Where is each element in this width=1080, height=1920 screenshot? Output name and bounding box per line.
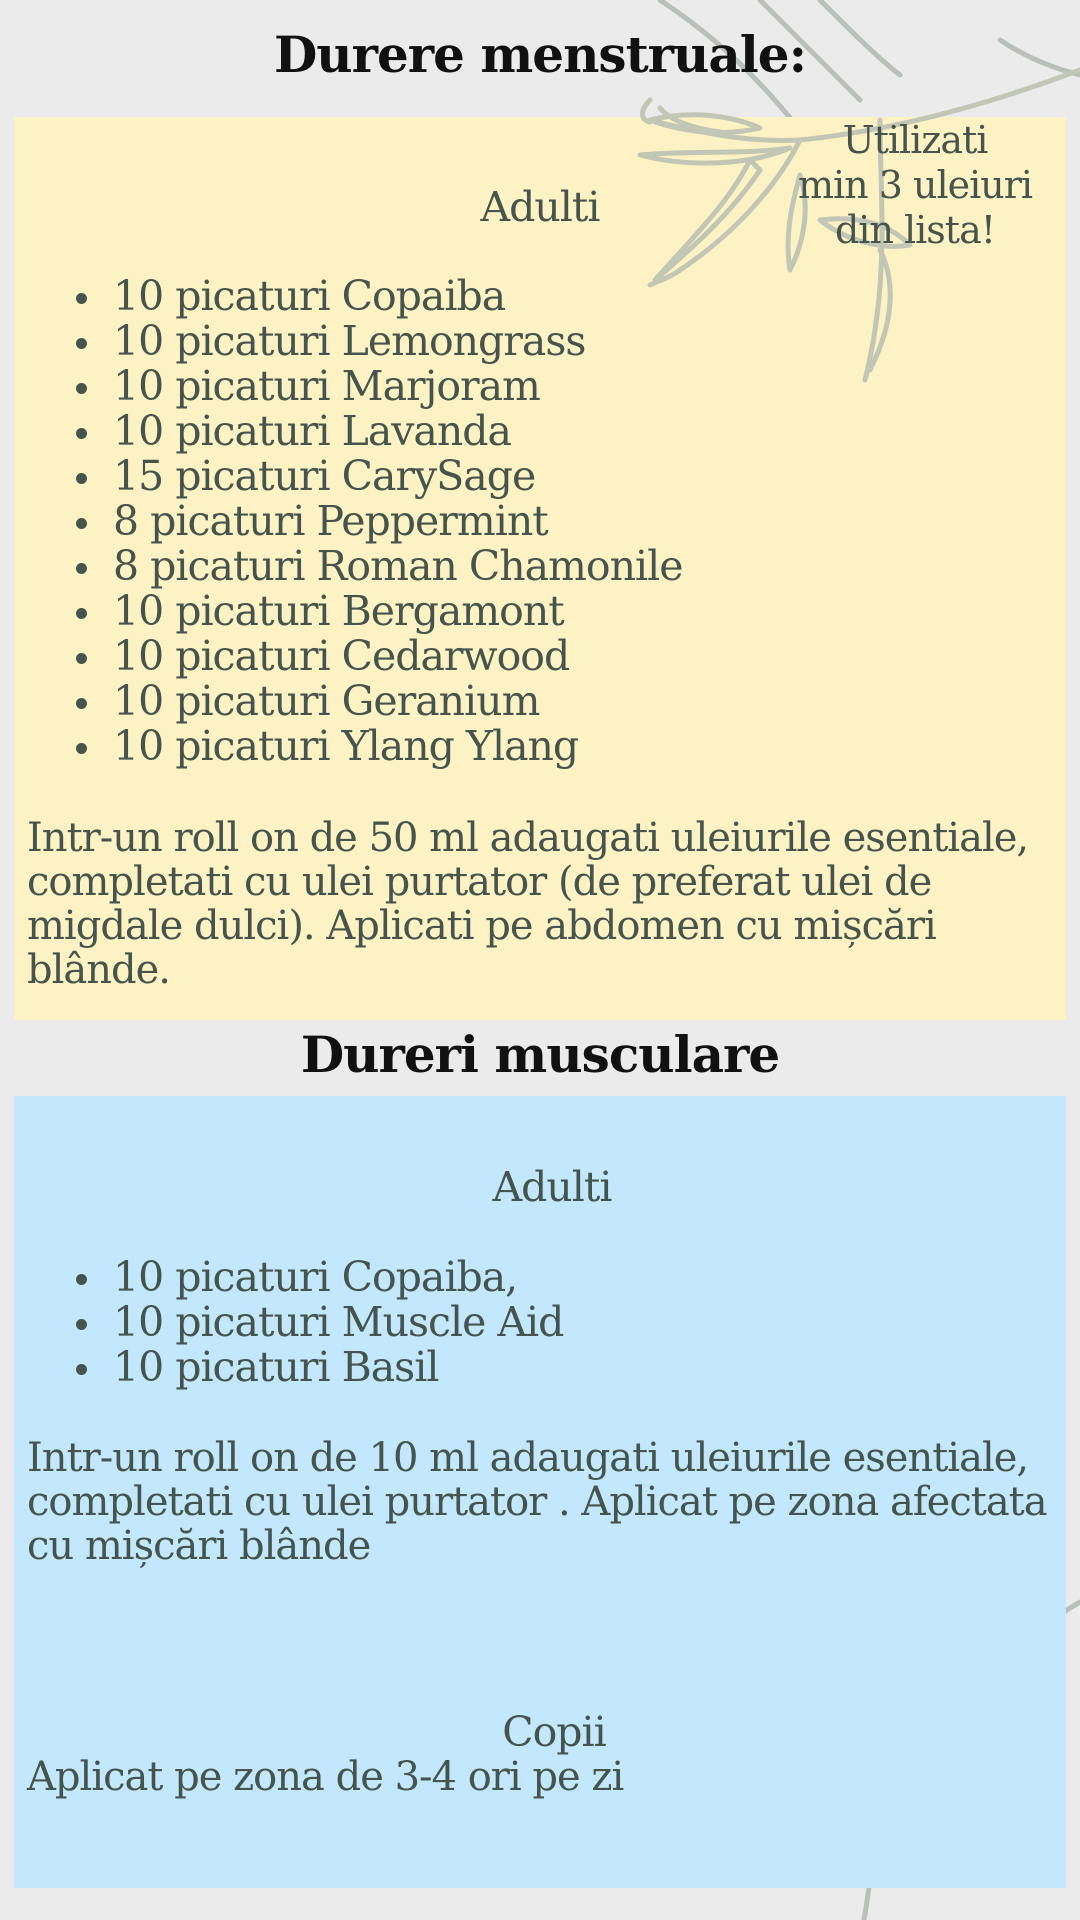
list-item: 10 picaturi Ylang Ylang [73, 724, 683, 769]
list-item: 8 picaturi Peppermint [73, 499, 683, 544]
menstrual-adults-heading: Adulti [480, 183, 600, 231]
list-item: 8 picaturi Roman Chamonile [73, 544, 683, 589]
list-item: 10 picaturi Muscle Aid [73, 1300, 563, 1345]
list-item: 15 picaturi CarySage [73, 454, 683, 499]
list-item: 10 picaturi Lavanda [73, 409, 683, 454]
menstrual-pain-title: Durere menstruale: [273, 25, 807, 84]
usage-note: Utilizati min 3 uleiuri din lista! [797, 118, 1033, 252]
muscle-pain-title: Dureri musculare [300, 1025, 780, 1084]
list-item: 10 picaturi Copaiba [73, 274, 683, 319]
list-item: 10 picaturi Geranium [73, 679, 683, 724]
muscle-instructions: Intr-un roll on de 10 ml adaugati uleiurile esentiale, completati cu ulei purtator . Aplicat pe zona afectata cu mișcări blânde [27, 1435, 1047, 1569]
list-item: 10 picaturi Copaiba, [73, 1255, 563, 1300]
muscle-adults-heading: Adulti [492, 1163, 612, 1211]
children-heading: Copii [502, 1708, 606, 1756]
children-instructions: Aplicat pe zona de 3-4 ori pe zi [27, 1754, 624, 1800]
list-item: 10 picaturi Bergamont [73, 589, 683, 634]
list-item: 10 picaturi Cedarwood [73, 634, 683, 679]
muscle-oil-list [73, 1255, 563, 1390]
list-item: 10 picaturi Marjoram [73, 364, 683, 409]
list-item: 10 picaturi Basil [73, 1345, 563, 1390]
menstrual-oil-list [73, 274, 683, 769]
list-item: 10 picaturi Lemongrass [73, 319, 683, 364]
menstrual-instructions: Intr-un roll on de 50 ml adaugati uleiurile esentiale, completati cu ulei purtator (de preferat ulei de migdale dulci). Aplicati pe abdomen cu mișcări blânde. [27, 815, 1029, 993]
